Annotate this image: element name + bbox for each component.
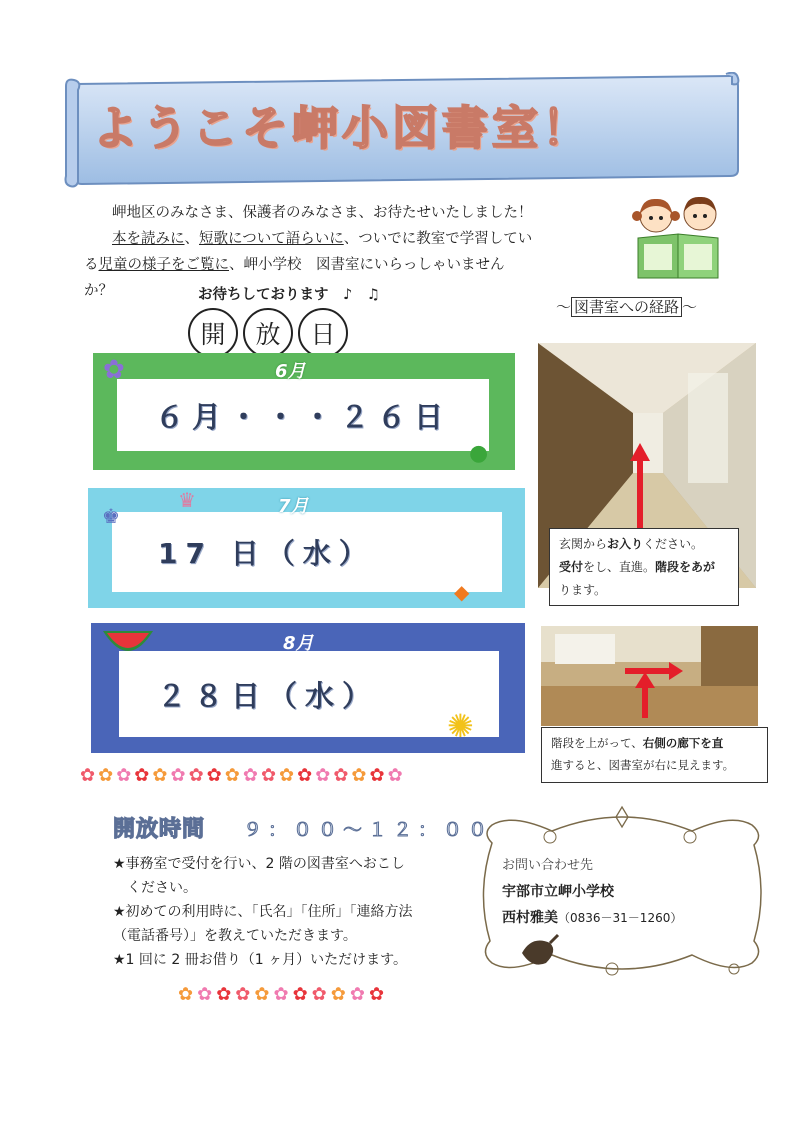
caption-entrance: 玄関 — [559, 537, 584, 551]
contact-block — [502, 853, 682, 931]
open-day-char-1: 開 — [188, 308, 238, 358]
flower-icon: ✿ — [116, 765, 135, 786]
corridor-2-image — [541, 626, 758, 726]
flower-icon: ✿ — [387, 765, 406, 786]
route-label: 図書室への経路 — [571, 297, 682, 317]
date-june: ６月・・・２６日 — [155, 399, 452, 434]
fish-icon: ◆ — [454, 580, 470, 604]
rule-line: ★1 回に 2 冊お借り（1 ヶ月）いただけます。 — [113, 952, 407, 968]
flower-border-1 — [80, 766, 510, 785]
waiting-message: お待ちしております ♪ ♫ — [198, 287, 380, 303]
flower-icon: ✿ — [152, 765, 171, 786]
date-card-inner — [117, 379, 489, 451]
flower-icon: ✿ — [178, 984, 198, 1005]
intro-line — [112, 200, 587, 226]
flower-icon: ✿ — [349, 984, 369, 1005]
caption-from: から — [583, 537, 608, 551]
corridor-photo-2 — [541, 626, 758, 726]
contact-person-line — [502, 905, 682, 931]
flower-icon: ✿ — [206, 765, 225, 786]
flower-icon: ✿ — [80, 765, 99, 786]
rule-line: ください。 — [127, 880, 197, 896]
contact-heading: お問い合わせ先 — [502, 858, 594, 873]
date-august: ２８日（水） — [157, 678, 380, 713]
month-label-july: 7月 — [278, 496, 309, 517]
hours-title: 開放時間 — [113, 817, 206, 842]
underlined-tanka: 短歌について語らいに — [199, 231, 344, 247]
route-caption-2 — [541, 727, 768, 783]
flower-icon: ✿ — [254, 984, 274, 1005]
flower-border-2 — [178, 985, 388, 1004]
sunflower-icon: ✺ — [447, 707, 474, 745]
month-label-june: 6月 — [275, 361, 306, 382]
flower-icon: ✿ — [224, 765, 243, 786]
watermelon-icon — [101, 627, 155, 655]
caption-straight: をし、直進。 — [583, 560, 656, 574]
contact-person: 西村雅美 — [502, 910, 558, 926]
caption-right-corridor: 右側の廊下を直 — [642, 736, 724, 750]
flower-icon: ✿ — [292, 984, 312, 1005]
intro-line-4: か？ — [84, 283, 113, 299]
route-tilde-right: ～ — [682, 298, 698, 316]
rule-line: ★事務室で受付を行い、2 階の図書室へおこし — [113, 856, 405, 872]
caption-reception: 受付 — [559, 560, 584, 574]
hours-time: ９：００～１２：００ — [243, 819, 494, 841]
flower-icon: ✿ — [297, 765, 316, 786]
intro-line-3-rest: 、岬小学校 図書室にいらっしゃいません — [229, 257, 505, 273]
flower-icon: ✿ — [242, 765, 261, 786]
route-heading — [556, 296, 697, 317]
flower-icon: ✿ — [351, 765, 370, 786]
flower-icon: ✿ — [134, 765, 153, 786]
frog-icon: ● — [469, 441, 489, 466]
hydrangea-icon: ✿ — [103, 355, 125, 385]
flower-icon: ✿ — [330, 984, 350, 1005]
rule-line: ★初めての利用時に、「氏名」「住所」「連絡方法 — [113, 904, 413, 920]
date-card-inner — [112, 512, 502, 592]
date-card-june — [93, 353, 515, 470]
caption-please: ください。 — [643, 537, 704, 551]
month-label-august: 8月 — [283, 633, 314, 654]
caption-go-up: ります。 — [559, 583, 607, 597]
route-tilde-left: ～ — [556, 298, 572, 316]
contact-phone: （0836－31－1260） — [558, 911, 683, 925]
intro-line-3-start: る — [84, 257, 99, 273]
contact-school: 宇部市立岬小学校 — [502, 884, 614, 900]
flower-icon: ✿ — [197, 984, 217, 1005]
flower-icon: ✿ — [369, 765, 388, 786]
flower-icon: ✿ — [333, 765, 352, 786]
flower-icon: ✿ — [311, 984, 331, 1005]
flower-icon: ✿ — [170, 765, 189, 786]
page-title: ようこそ岬小図書室！ — [92, 101, 592, 155]
intro-line-1: 岬地区のみなさま、保護者のみなさま、お待たせいたしました！ — [112, 205, 533, 221]
flower-icon: ✿ — [235, 984, 255, 1005]
comma: 、 — [184, 231, 199, 247]
intro-line — [84, 252, 587, 278]
open-day-char-3: 日 — [298, 308, 348, 358]
caption-enter: お入り — [607, 537, 644, 551]
caption-library-right: 進すると、図書室が右に見えます。 — [551, 758, 735, 772]
underlined-read-books: 本を読みに — [112, 231, 185, 247]
flower-icon: ✿ — [279, 765, 298, 786]
caption-up-stairs: 階段を上がって、 — [551, 736, 643, 750]
rules-list — [113, 852, 461, 972]
caption-stairs: 階段をあが — [655, 560, 716, 574]
flower-icon: ✿ — [188, 765, 207, 786]
flower-icon: ✿ — [98, 765, 117, 786]
flower-icon: ✿ — [315, 765, 334, 786]
date-card-august — [91, 623, 525, 753]
rule-line: （電話番号）」を教えていただきます。 — [113, 928, 357, 944]
intro-line — [112, 226, 587, 252]
flower-icon: ✿ — [368, 984, 389, 1005]
open-day-char-2: 放 — [243, 308, 293, 358]
underlined-children: 児童の様子をご覧に — [98, 257, 229, 273]
flower-icon: ✿ — [260, 765, 280, 786]
tanabata-figure-icon: ♚ — [102, 504, 120, 528]
flower-icon: ✿ — [216, 984, 236, 1005]
tanabata-figure-icon: ♛ — [178, 488, 196, 512]
route-caption-1 — [549, 528, 739, 606]
flower-icon: ✿ — [273, 984, 293, 1005]
intro-line-2-rest: 、ついでに教室で学習してい — [343, 231, 533, 247]
date-july: 17 日（水） — [158, 537, 375, 570]
date-card-inner — [119, 651, 499, 737]
reading-children-illustration — [626, 194, 730, 280]
date-card-july — [88, 488, 525, 608]
